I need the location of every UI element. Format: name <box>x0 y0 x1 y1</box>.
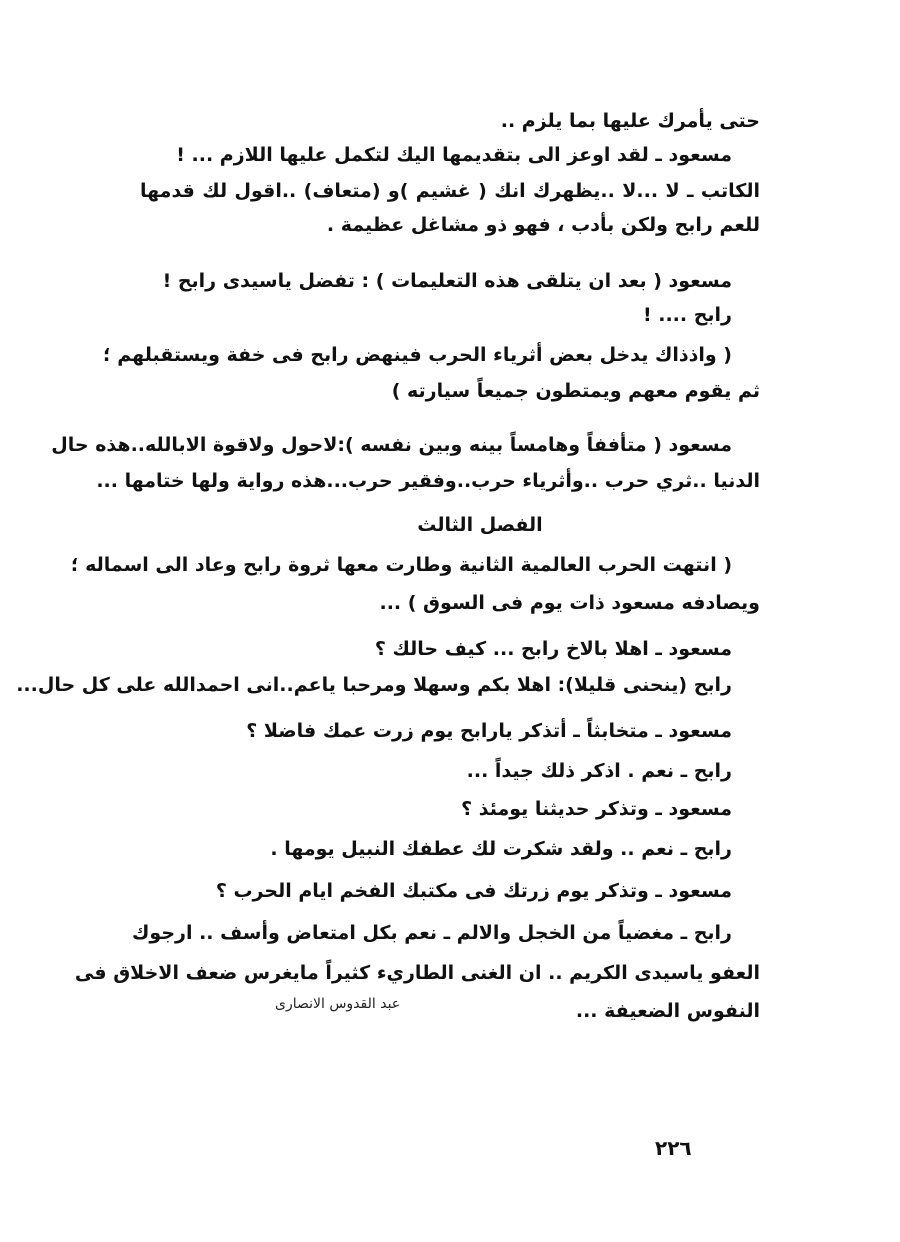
dialogue-line: النفوس الضعيفة ... <box>575 1000 760 1022</box>
dialogue-line: رابح ـ نعم .. ولقد شكرت لك عطفك النبيل يومها . <box>270 838 732 860</box>
dialogue-line: مسعود ـ وتذكر يوم زرتك فى مكتبك الفخم ايام الحرب ؟ <box>215 880 732 902</box>
dialogue-line: للعم رابح ولكن بأدب ، فهو ذو مشاغل عظيمة . <box>326 214 760 236</box>
dialogue-line: رابح (ينحنى قليلا): اهلا بكم وسهلا ومرحبا ياعم..انى احمدالله على كل حال... <box>16 674 732 696</box>
dialogue-line: العفو ياسيدى الكريم .. ان الغنى الطاريء كثيراً مايغرس ضعف الاخلاق فى <box>74 962 760 984</box>
dialogue-line: مسعود ـ اهلا بالاخ رابح ... كيف حالك ؟ <box>374 638 732 660</box>
dialogue-line: رابح ـ مغضياً من الخجل والالم ـ نعم بكل امتعاض وأسف .. ارجوك <box>132 922 732 944</box>
author-signature: عبد القدوس الانصارى <box>275 996 401 1012</box>
dialogue-line: الدنيا ..ثري حرب ..وأثرياء حرب..وفقير حرب...هذه رواية ولها ختامها ... <box>96 470 760 492</box>
dialogue-line: مسعود ـ وتذكر حديثنا يومئذ ؟ <box>461 798 732 820</box>
dialogue-line: الكاتب ـ لا ...لا ..يظهرك انك ( غشيم )و (متعاف) ..اقول لك قدمها <box>140 180 760 202</box>
stage-direction-line: ( انتهت الحرب العالمية الثانية وطارت معها ثروة رابح وعاد الى اسماله ؛ <box>70 554 732 576</box>
dialogue-line: مسعود ـ لقد اوعز الى بتقديمها اليك لتكمل عليها اللازم ... ! <box>176 144 732 166</box>
stage-direction-line: ويصادفه مسعود ذات يوم فى السوق ) ... <box>379 592 760 614</box>
stage-direction-line: ( واذذاك يدخل بعض أثرياء الحرب فينهض رابح فى خفة ويستقبلهم ؛ <box>103 344 732 366</box>
dialogue-line: رابح ـ نعم . اذكر ذلك جيداً ... <box>466 760 732 782</box>
dialogue-line: مسعود ـ متخابثاً ـ أتذكر يارابح يوم زرت عمك فاضلا ؟ <box>246 720 732 742</box>
dialogue-line: رابح .... ! <box>642 304 732 326</box>
text-line: حتى يأمرك عليها بما يلزم .. <box>500 110 760 132</box>
dialogue-line: مسعود ( متأففاً وهامساً بينه وبين نفسه ):لاحول ولاقوة الابالله..هذه حال <box>51 434 732 456</box>
chapter-heading: الفصل الثالث <box>417 514 543 536</box>
stage-direction-line: ثم يقوم معهم ويمتطون جميعاً سيارته ) <box>391 380 760 402</box>
page-number: ٢٢٦ <box>655 1136 692 1160</box>
dialogue-line: مسعود ( بعد ان يتلقى هذه التعليمات ) : تفضل ياسيدى رابح ! <box>162 270 732 292</box>
